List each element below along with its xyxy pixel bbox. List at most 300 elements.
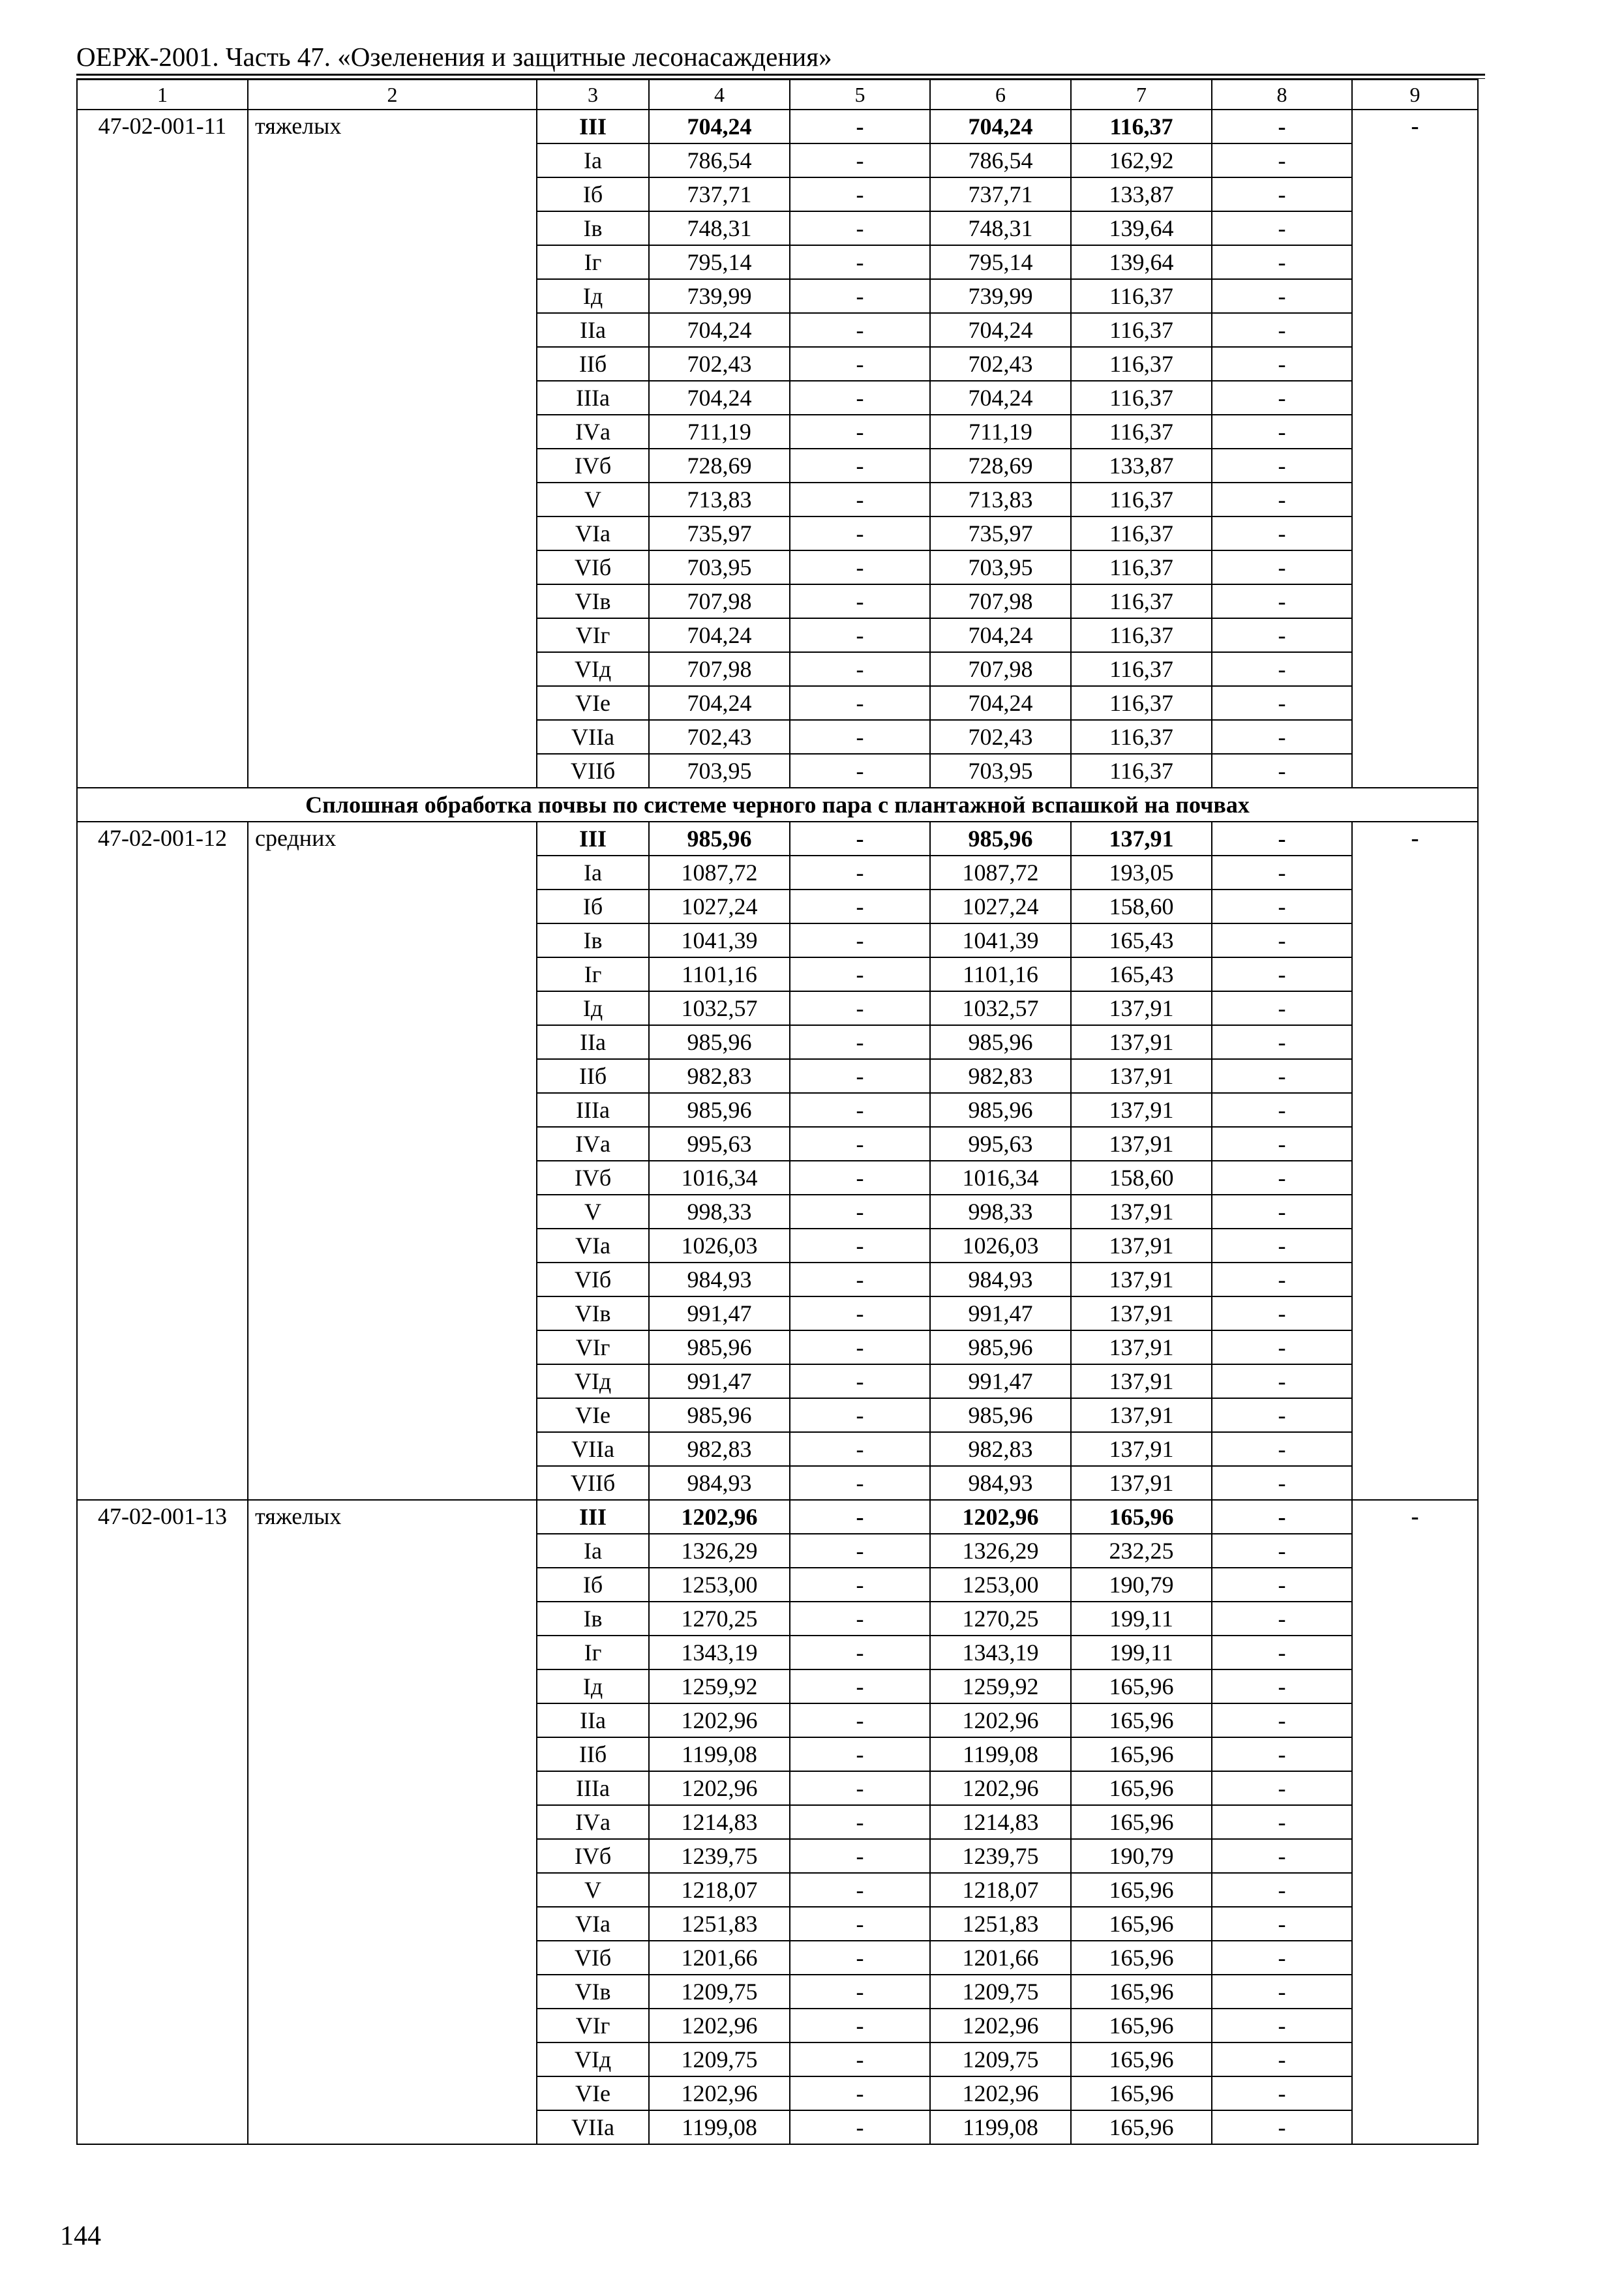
col8-cell: - <box>1212 1330 1352 1364</box>
norm-code: 47-02-001-12 <box>77 822 248 1500</box>
total-cost-cell: 984,93 <box>649 1263 790 1296</box>
zone-cell: III <box>537 822 649 856</box>
col8-cell: - <box>1212 1873 1352 1907</box>
machine-cost-cell: 116,37 <box>1071 279 1212 313</box>
column-number: 2 <box>248 80 537 110</box>
col5-cell: - <box>790 1432 930 1466</box>
total-cost-cell: 748,31 <box>649 211 790 245</box>
soil-type: средних <box>248 822 537 1500</box>
col5-cell: - <box>790 1161 930 1195</box>
labor-cost-cell: 1016,34 <box>930 1161 1071 1195</box>
total-cost-cell: 991,47 <box>649 1296 790 1330</box>
zone-cell: Iб <box>537 1568 649 1602</box>
col5-cell: - <box>790 1127 930 1161</box>
labor-cost-cell: 795,14 <box>930 245 1071 279</box>
section-heading-row <box>77 788 1478 822</box>
labor-cost-cell: 748,31 <box>930 211 1071 245</box>
column-number: 9 <box>1352 80 1478 110</box>
col8-cell: - <box>1212 1636 1352 1669</box>
labor-cost-cell: 1201,66 <box>930 1941 1071 1975</box>
zone-cell: IVа <box>537 415 649 449</box>
zone-cell: IVб <box>537 449 649 483</box>
zone-cell: IVб <box>537 1161 649 1195</box>
rates-table <box>76 79 1479 2145</box>
total-cost-cell: 991,47 <box>649 1364 790 1398</box>
zone-cell: V <box>537 483 649 516</box>
machine-cost-cell: 137,91 <box>1071 1364 1212 1398</box>
total-cost-cell: 1201,66 <box>649 1941 790 1975</box>
page-number: 144 <box>60 2221 101 2251</box>
total-cost-cell: 1270,25 <box>649 1602 790 1636</box>
zone-cell: VIе <box>537 686 649 720</box>
zone-cell: VIIа <box>537 720 649 754</box>
total-cost-cell: 1041,39 <box>649 923 790 957</box>
col5-cell: - <box>790 1229 930 1263</box>
machine-cost-cell: 137,91 <box>1071 1229 1212 1263</box>
labor-cost-cell: 703,95 <box>930 550 1071 584</box>
labor-cost-cell: 1202,96 <box>930 2009 1071 2042</box>
col5-cell: - <box>790 618 930 652</box>
labor-cost-cell: 991,47 <box>930 1296 1071 1330</box>
table-row <box>77 1500 1478 1534</box>
section-heading: Сплошная обработка почвы по системе черного пара с плантажной вспашкой на почвах <box>77 788 1478 822</box>
col8-cell: - <box>1212 1568 1352 1602</box>
machine-cost-cell: 232,25 <box>1071 1534 1212 1568</box>
total-cost-cell: 795,14 <box>649 245 790 279</box>
col8-cell: - <box>1212 822 1352 856</box>
labor-cost-cell: 985,96 <box>930 1025 1071 1059</box>
machine-cost-cell: 165,96 <box>1071 2009 1212 2042</box>
col5-cell: - <box>790 1534 930 1568</box>
col8-cell: - <box>1212 1907 1352 1941</box>
page-title: ОЕРЖ-2001. Часть 47. «Озеленения и защитные лесонасаждения» <box>76 42 832 72</box>
column-number: 6 <box>930 80 1071 110</box>
total-cost-cell: 1209,75 <box>649 1975 790 2009</box>
machine-cost-cell: 116,37 <box>1071 381 1212 415</box>
labor-cost-cell: 1209,75 <box>930 1975 1071 2009</box>
col5-cell: - <box>790 1839 930 1873</box>
machine-cost-cell: 165,96 <box>1071 2042 1212 2076</box>
column-number: 1 <box>77 80 248 110</box>
col8-cell: - <box>1212 754 1352 788</box>
total-cost-cell: 1253,00 <box>649 1568 790 1602</box>
total-cost-cell: 1239,75 <box>649 1839 790 1873</box>
zone-cell: IIб <box>537 1737 649 1771</box>
col8-cell: - <box>1212 1534 1352 1568</box>
col8-cell: - <box>1212 1771 1352 1805</box>
col5-cell: - <box>790 890 930 923</box>
col8-cell: - <box>1212 1364 1352 1398</box>
col5-cell: - <box>790 1263 930 1296</box>
col8-cell: - <box>1212 1839 1352 1873</box>
col5-cell: - <box>790 1636 930 1669</box>
col8-cell: - <box>1212 1296 1352 1330</box>
total-cost-cell: 1026,03 <box>649 1229 790 1263</box>
labor-cost-cell: 735,97 <box>930 516 1071 550</box>
col8-cell: - <box>1212 177 1352 211</box>
zone-cell: VIв <box>537 1296 649 1330</box>
machine-cost-cell: 116,37 <box>1071 686 1212 720</box>
zone-cell: Iв <box>537 1602 649 1636</box>
col5-cell: - <box>790 754 930 788</box>
labor-cost-cell: 1343,19 <box>930 1636 1071 1669</box>
machine-cost-cell: 116,37 <box>1071 550 1212 584</box>
zone-cell: Iг <box>537 245 649 279</box>
col5-cell: - <box>790 2076 930 2110</box>
column-number: 3 <box>537 80 649 110</box>
col5-cell: - <box>790 1466 930 1500</box>
col5-cell: - <box>790 720 930 754</box>
col8-cell: - <box>1212 957 1352 991</box>
col5-cell: - <box>790 449 930 483</box>
col9-cell: - <box>1352 110 1478 788</box>
total-cost-cell: 707,98 <box>649 652 790 686</box>
total-cost-cell: 713,83 <box>649 483 790 516</box>
soil-type: тяжелых <box>248 110 537 788</box>
col8-cell: - <box>1212 890 1352 923</box>
col8-cell: - <box>1212 1127 1352 1161</box>
machine-cost-cell: 165,96 <box>1071 1873 1212 1907</box>
machine-cost-cell: 139,64 <box>1071 211 1212 245</box>
machine-cost-cell: 165,96 <box>1071 1975 1212 2009</box>
col5-cell: - <box>790 347 930 381</box>
total-cost-cell: 1202,96 <box>649 1500 790 1534</box>
zone-cell: Iа <box>537 856 649 890</box>
labor-cost-cell: 1202,96 <box>930 1500 1071 1534</box>
col8-cell: - <box>1212 2042 1352 2076</box>
total-cost-cell: 704,24 <box>649 618 790 652</box>
col8-cell: - <box>1212 1263 1352 1296</box>
zone-cell: Iа <box>537 143 649 177</box>
col8-cell: - <box>1212 415 1352 449</box>
total-cost-cell: 1343,19 <box>649 1636 790 1669</box>
zone-cell: IIа <box>537 313 649 347</box>
machine-cost-cell: 133,87 <box>1071 449 1212 483</box>
col8-cell: - <box>1212 1805 1352 1839</box>
col5-cell: - <box>790 2042 930 2076</box>
norm-code: 47-02-001-11 <box>77 110 248 788</box>
total-cost-cell: 1101,16 <box>649 957 790 991</box>
col5-cell: - <box>790 1296 930 1330</box>
zone-cell: VIб <box>537 1263 649 1296</box>
col5-cell: - <box>790 415 930 449</box>
zone-cell: VIIб <box>537 754 649 788</box>
total-cost-cell: 1214,83 <box>649 1805 790 1839</box>
col5-cell: - <box>790 211 930 245</box>
machine-cost-cell: 162,92 <box>1071 143 1212 177</box>
zone-cell: VIа <box>537 1229 649 1263</box>
zone-cell: IIIа <box>537 1093 649 1127</box>
labor-cost-cell: 1239,75 <box>930 1839 1071 1873</box>
col5-cell: - <box>790 1025 930 1059</box>
labor-cost-cell: 1202,96 <box>930 1771 1071 1805</box>
labor-cost-cell: 1041,39 <box>930 923 1071 957</box>
col5-cell: - <box>790 1093 930 1127</box>
machine-cost-cell: 165,96 <box>1071 1737 1212 1771</box>
labor-cost-cell: 786,54 <box>930 143 1071 177</box>
total-cost-cell: 702,43 <box>649 720 790 754</box>
soil-type: тяжелых <box>248 1500 537 2144</box>
zone-cell: VIг <box>537 618 649 652</box>
zone-cell: IIб <box>537 1059 649 1093</box>
machine-cost-cell: 116,37 <box>1071 652 1212 686</box>
machine-cost-cell: 116,37 <box>1071 754 1212 788</box>
machine-cost-cell: 165,43 <box>1071 923 1212 957</box>
labor-cost-cell: 1026,03 <box>930 1229 1071 1263</box>
total-cost-cell: 704,24 <box>649 313 790 347</box>
col8-cell: - <box>1212 313 1352 347</box>
machine-cost-cell: 116,37 <box>1071 516 1212 550</box>
machine-cost-cell: 137,91 <box>1071 1059 1212 1093</box>
col8-cell: - <box>1212 245 1352 279</box>
col8-cell: - <box>1212 1737 1352 1771</box>
total-cost-cell: 1032,57 <box>649 991 790 1025</box>
machine-cost-cell: 165,96 <box>1071 1500 1212 1534</box>
zone-cell: VIа <box>537 1907 649 1941</box>
col8-cell: - <box>1212 381 1352 415</box>
col8-cell: - <box>1212 1975 1352 2009</box>
col8-cell: - <box>1212 2110 1352 2144</box>
col9-cell: - <box>1352 822 1478 1500</box>
labor-cost-cell: 984,93 <box>930 1466 1071 1500</box>
machine-cost-cell: 139,64 <box>1071 245 1212 279</box>
machine-cost-cell: 165,96 <box>1071 1669 1212 1703</box>
column-number: 5 <box>790 80 930 110</box>
col5-cell: - <box>790 1398 930 1432</box>
total-cost-cell: 704,24 <box>649 110 790 143</box>
col8-cell: - <box>1212 1398 1352 1432</box>
total-cost-cell: 1202,96 <box>649 1703 790 1737</box>
col8-cell: - <box>1212 1025 1352 1059</box>
zone-cell: VIд <box>537 1364 649 1398</box>
labor-cost-cell: 728,69 <box>930 449 1071 483</box>
machine-cost-cell: 116,37 <box>1071 415 1212 449</box>
zone-cell: Iв <box>537 923 649 957</box>
col5-cell: - <box>790 550 930 584</box>
col5-cell: - <box>790 822 930 856</box>
machine-cost-cell: 137,91 <box>1071 1025 1212 1059</box>
machine-cost-cell: 199,11 <box>1071 1602 1212 1636</box>
labor-cost-cell: 707,98 <box>930 652 1071 686</box>
zone-cell: VIв <box>537 584 649 618</box>
col5-cell: - <box>790 1500 930 1534</box>
column-number: 7 <box>1071 80 1212 110</box>
total-cost-cell: 711,19 <box>649 415 790 449</box>
col8-cell: - <box>1212 720 1352 754</box>
labor-cost-cell: 1326,29 <box>930 1534 1071 1568</box>
col5-cell: - <box>790 1771 930 1805</box>
total-cost-cell: 985,96 <box>649 822 790 856</box>
machine-cost-cell: 137,91 <box>1071 822 1212 856</box>
total-cost-cell: 735,97 <box>649 516 790 550</box>
col5-cell: - <box>790 856 930 890</box>
machine-cost-cell: 190,79 <box>1071 1568 1212 1602</box>
col5-cell: - <box>790 1873 930 1907</box>
total-cost-cell: 1209,75 <box>649 2042 790 2076</box>
zone-cell: Iг <box>537 1636 649 1669</box>
col5-cell: - <box>790 957 930 991</box>
col5-cell: - <box>790 143 930 177</box>
labor-cost-cell: 711,19 <box>930 415 1071 449</box>
total-cost-cell: 984,93 <box>649 1466 790 1500</box>
zone-cell: VIIа <box>537 2110 649 2144</box>
col8-cell: - <box>1212 1669 1352 1703</box>
labor-cost-cell: 982,83 <box>930 1432 1071 1466</box>
table-body <box>77 80 1478 2144</box>
norm-code: 47-02-001-13 <box>77 1500 248 2144</box>
labor-cost-cell: 985,96 <box>930 1398 1071 1432</box>
col5-cell: - <box>790 381 930 415</box>
col5-cell: - <box>790 1195 930 1229</box>
labor-cost-cell: 702,43 <box>930 347 1071 381</box>
machine-cost-cell: 116,37 <box>1071 110 1212 143</box>
zone-cell: VIIа <box>537 1432 649 1466</box>
labor-cost-cell: 703,95 <box>930 754 1071 788</box>
labor-cost-cell: 985,96 <box>930 1330 1071 1364</box>
labor-cost-cell: 704,24 <box>930 313 1071 347</box>
machine-cost-cell: 137,91 <box>1071 991 1212 1025</box>
total-cost-cell: 703,95 <box>649 754 790 788</box>
col8-cell: - <box>1212 2076 1352 2110</box>
labor-cost-cell: 707,98 <box>930 584 1071 618</box>
labor-cost-cell: 1209,75 <box>930 2042 1071 2076</box>
col5-cell: - <box>790 516 930 550</box>
col5-cell: - <box>790 1941 930 1975</box>
labor-cost-cell: 739,99 <box>930 279 1071 313</box>
total-cost-cell: 737,71 <box>649 177 790 211</box>
col5-cell: - <box>790 652 930 686</box>
total-cost-cell: 985,96 <box>649 1093 790 1127</box>
col5-cell: - <box>790 2009 930 2042</box>
zone-cell: Iд <box>537 991 649 1025</box>
total-cost-cell: 985,96 <box>649 1025 790 1059</box>
col5-cell: - <box>790 991 930 1025</box>
zone-cell: IVб <box>537 1839 649 1873</box>
labor-cost-cell: 704,24 <box>930 110 1071 143</box>
machine-cost-cell: 165,96 <box>1071 1805 1212 1839</box>
total-cost-cell: 1202,96 <box>649 2076 790 2110</box>
machine-cost-cell: 137,91 <box>1071 1398 1212 1432</box>
col8-cell: - <box>1212 652 1352 686</box>
labor-cost-cell: 985,96 <box>930 1093 1071 1127</box>
machine-cost-cell: 199,11 <box>1071 1636 1212 1669</box>
col8-cell: - <box>1212 347 1352 381</box>
labor-cost-cell: 1032,57 <box>930 991 1071 1025</box>
zone-cell: Iа <box>537 1534 649 1568</box>
labor-cost-cell: 704,24 <box>930 381 1071 415</box>
col5-cell: - <box>790 1602 930 1636</box>
col5-cell: - <box>790 110 930 143</box>
zone-cell: IIIа <box>537 1771 649 1805</box>
total-cost-cell: 1251,83 <box>649 1907 790 1941</box>
machine-cost-cell: 137,91 <box>1071 1432 1212 1466</box>
labor-cost-cell: 982,83 <box>930 1059 1071 1093</box>
labor-cost-cell: 704,24 <box>930 686 1071 720</box>
labor-cost-cell: 1202,96 <box>930 1703 1071 1737</box>
col8-cell: - <box>1212 143 1352 177</box>
col5-cell: - <box>790 483 930 516</box>
machine-cost-cell: 137,91 <box>1071 1195 1212 1229</box>
table-row <box>77 110 1478 143</box>
col8-cell: - <box>1212 1432 1352 1466</box>
labor-cost-cell: 1214,83 <box>930 1805 1071 1839</box>
col5-cell: - <box>790 1568 930 1602</box>
zone-cell: VIг <box>537 2009 649 2042</box>
total-cost-cell: 1016,34 <box>649 1161 790 1195</box>
zone-cell: Iв <box>537 211 649 245</box>
col8-cell: - <box>1212 686 1352 720</box>
zone-cell: IIа <box>537 1025 649 1059</box>
machine-cost-cell: 133,87 <box>1071 177 1212 211</box>
machine-cost-cell: 158,60 <box>1071 1161 1212 1195</box>
total-cost-cell: 704,24 <box>649 686 790 720</box>
total-cost-cell: 982,83 <box>649 1432 790 1466</box>
total-cost-cell: 1259,92 <box>649 1669 790 1703</box>
col5-cell: - <box>790 1059 930 1093</box>
col5-cell: - <box>790 1364 930 1398</box>
column-number: 8 <box>1212 80 1352 110</box>
col8-cell: - <box>1212 1229 1352 1263</box>
col5-cell: - <box>790 1737 930 1771</box>
zone-cell: III <box>537 110 649 143</box>
machine-cost-cell: 193,05 <box>1071 856 1212 890</box>
machine-cost-cell: 116,37 <box>1071 584 1212 618</box>
labor-cost-cell: 1251,83 <box>930 1907 1071 1941</box>
labor-cost-cell: 1270,25 <box>930 1602 1071 1636</box>
zone-cell: IIIа <box>537 381 649 415</box>
labor-cost-cell: 1259,92 <box>930 1669 1071 1703</box>
total-cost-cell: 1199,08 <box>649 2110 790 2144</box>
col8-cell: - <box>1212 991 1352 1025</box>
col8-cell: - <box>1212 1703 1352 1737</box>
machine-cost-cell: 116,37 <box>1071 618 1212 652</box>
zone-cell: IVа <box>537 1805 649 1839</box>
labor-cost-cell: 702,43 <box>930 720 1071 754</box>
zone-cell: VIв <box>537 1975 649 2009</box>
col5-cell: - <box>790 1805 930 1839</box>
col8-cell: - <box>1212 1602 1352 1636</box>
zone-cell: IIа <box>537 1703 649 1737</box>
col8-cell: - <box>1212 923 1352 957</box>
machine-cost-cell: 137,91 <box>1071 1296 1212 1330</box>
col5-cell: - <box>790 1975 930 2009</box>
col8-cell: - <box>1212 110 1352 143</box>
machine-cost-cell: 165,43 <box>1071 957 1212 991</box>
col5-cell: - <box>790 923 930 957</box>
col5-cell: - <box>790 177 930 211</box>
labor-cost-cell: 1218,07 <box>930 1873 1071 1907</box>
col8-cell: - <box>1212 483 1352 516</box>
col8-cell: - <box>1212 584 1352 618</box>
zone-cell: VIе <box>537 1398 649 1432</box>
total-cost-cell: 702,43 <box>649 347 790 381</box>
col8-cell: - <box>1212 1466 1352 1500</box>
labor-cost-cell: 1202,96 <box>930 2076 1071 2110</box>
col5-cell: - <box>790 1907 930 1941</box>
machine-cost-cell: 165,96 <box>1071 2076 1212 2110</box>
zone-cell: VIд <box>537 652 649 686</box>
machine-cost-cell: 190,79 <box>1071 1839 1212 1873</box>
col5-cell: - <box>790 686 930 720</box>
zone-cell: VIа <box>537 516 649 550</box>
total-cost-cell: 704,24 <box>649 381 790 415</box>
col5-cell: - <box>790 1330 930 1364</box>
labor-cost-cell: 1087,72 <box>930 856 1071 890</box>
zone-cell: III <box>537 1500 649 1534</box>
table-row <box>77 822 1478 856</box>
total-cost-cell: 1199,08 <box>649 1737 790 1771</box>
total-cost-cell: 1202,96 <box>649 2009 790 2042</box>
